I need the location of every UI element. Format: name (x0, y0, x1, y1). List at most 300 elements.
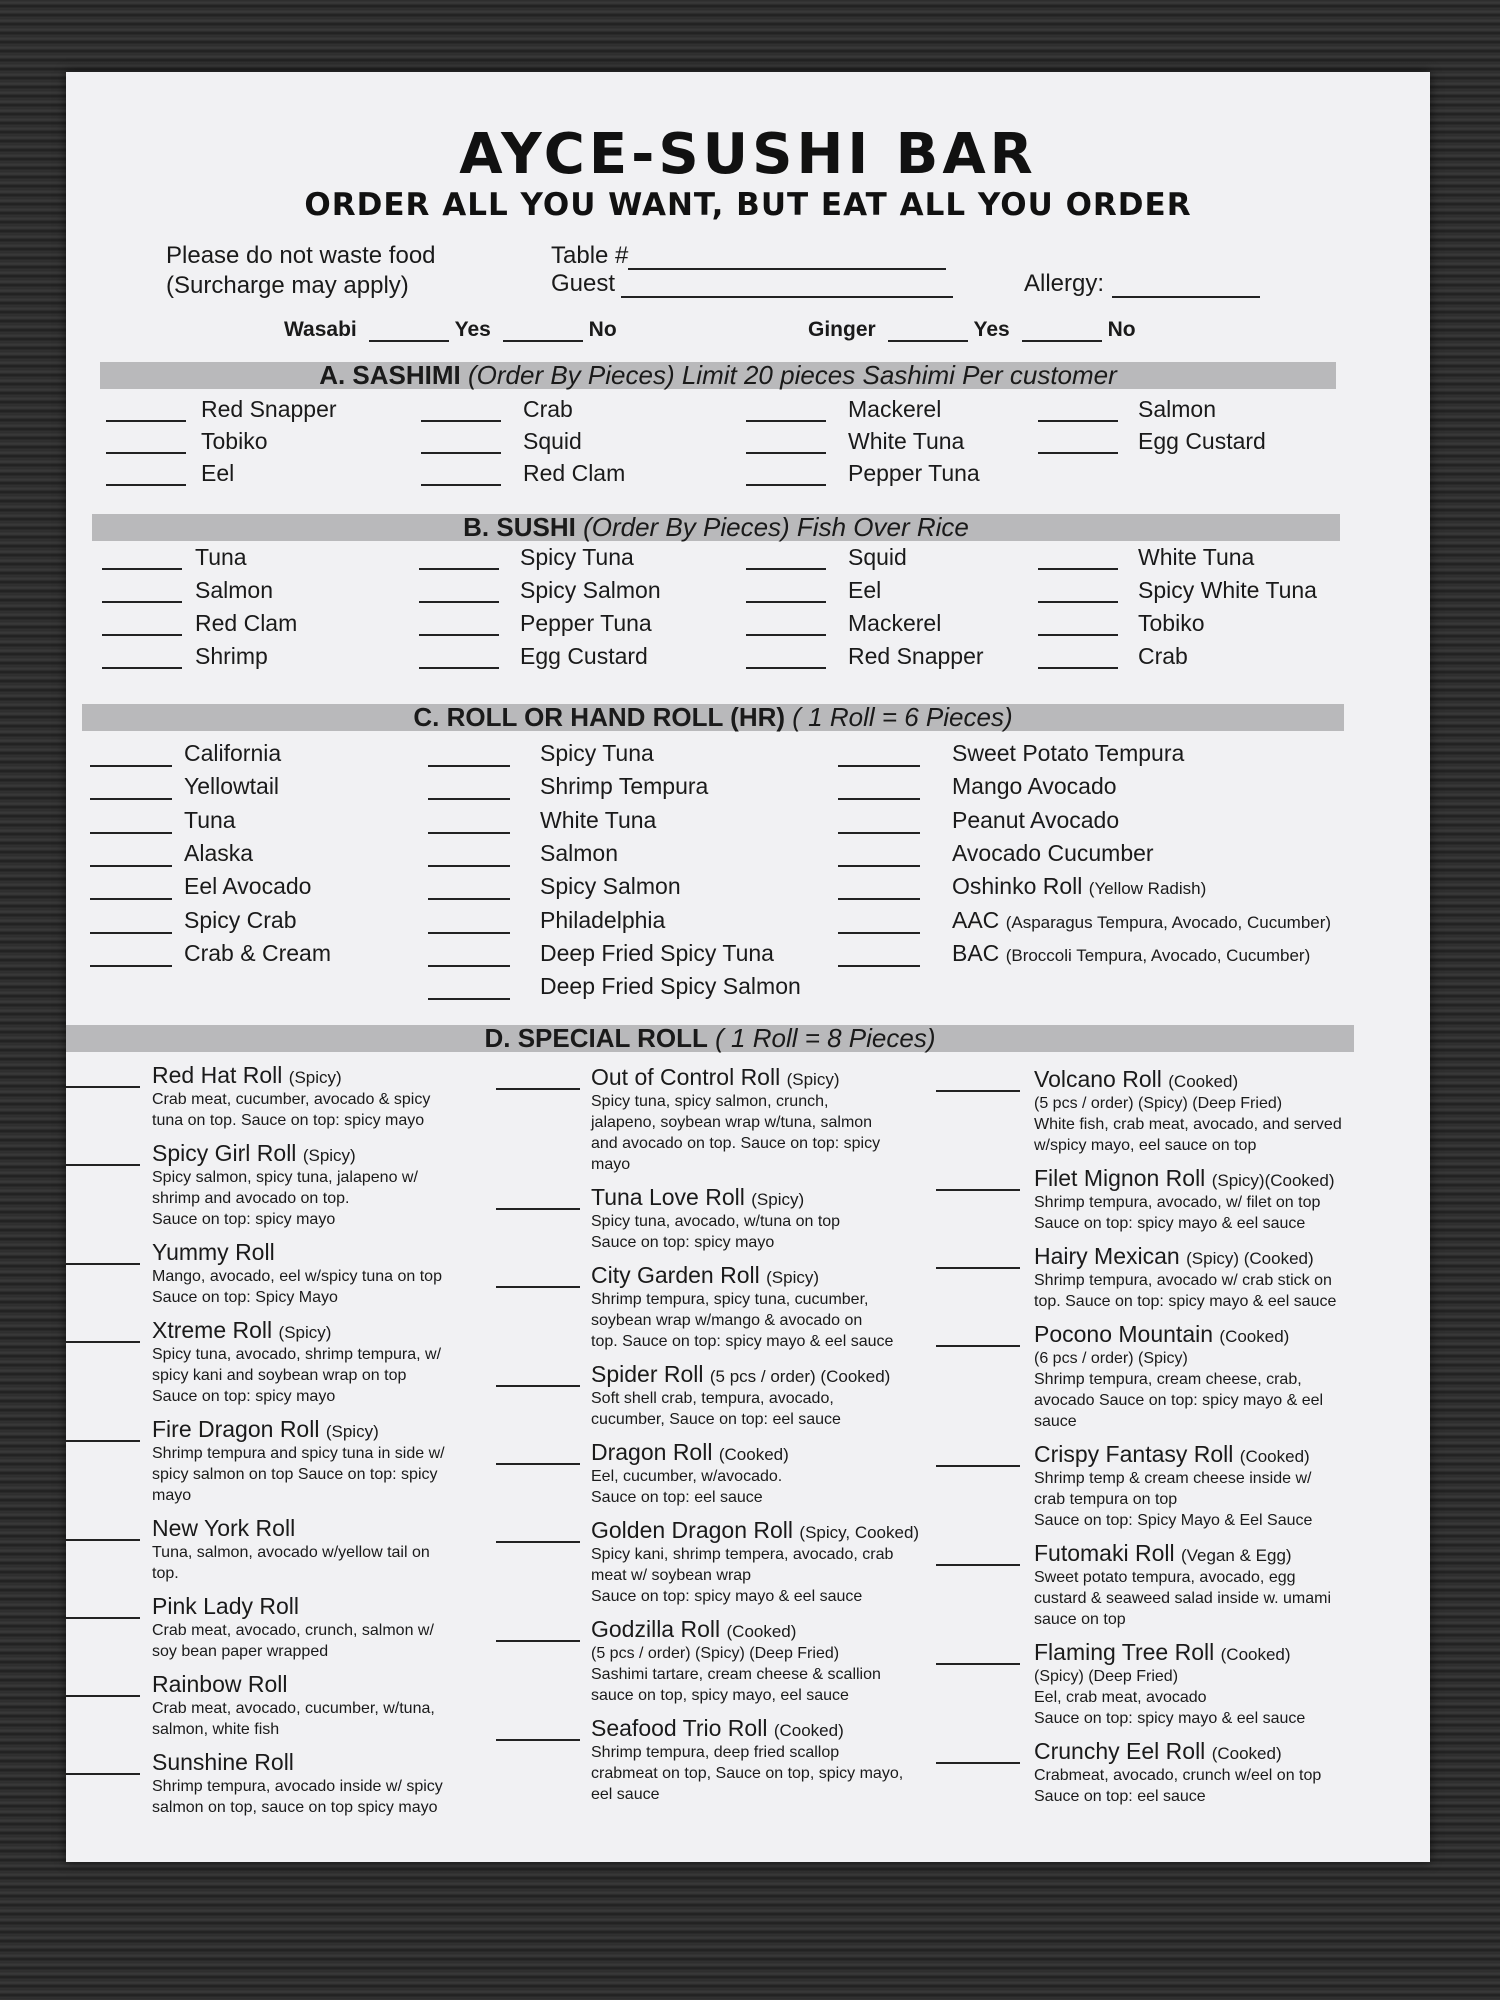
sashimi-item: Egg Custard (1138, 428, 1266, 454)
special-roll-name: Volcano Roll (1034, 1066, 1162, 1092)
special-roll-name: Hairy Mexican (1034, 1243, 1180, 1269)
sashimi-item: Salmon (1138, 396, 1216, 422)
special-roll-name-line (1034, 1540, 1364, 1567)
section-c-pieces-note: ( 1 Roll = 6 Pieces) (792, 702, 1013, 732)
section-a-title: A. SASHIMI (319, 360, 461, 390)
guest-field[interactable] (551, 270, 953, 298)
sashimi-order-blank[interactable] (1038, 420, 1118, 422)
sushi-item: Tuna (195, 544, 247, 570)
special-order-blank[interactable] (936, 1663, 1020, 1665)
sushi-order-blank[interactable] (102, 601, 182, 603)
roll-item: Salmon (540, 839, 618, 866)
special-roll-name: Spider Roll (591, 1361, 704, 1387)
roll-order-blank[interactable] (90, 898, 172, 900)
wasabi-choice[interactable] (284, 318, 617, 342)
special-roll-description: Eel, cucumber, w/avocado. (591, 1468, 783, 1485)
special-roll-description: cucumber, Sauce on top: eel sauce (591, 1411, 841, 1428)
sushi-order-blank[interactable] (746, 568, 826, 570)
roll-item: Crab & Cream (184, 939, 331, 966)
special-roll-description: Shrimp tempura, cream cheese, crab, (1034, 1371, 1302, 1388)
special-roll-name-line (152, 1062, 482, 1089)
special-roll-tag: (Cooked) (718, 1445, 789, 1464)
special-roll-name: Fire Dragon Roll (152, 1416, 320, 1442)
roll-item (952, 873, 1206, 900)
special-roll-name-line (1034, 1738, 1364, 1765)
sashimi-item: Mackerel (848, 396, 942, 422)
sashimi-order-blank[interactable] (746, 420, 826, 422)
special-order-blank[interactable] (496, 1088, 580, 1090)
sashimi-item: Pepper Tuna (848, 460, 980, 486)
special-roll-tag: (Vegan & Egg) (1181, 1546, 1292, 1565)
special-roll-tag: (Spicy, Cooked) (799, 1523, 920, 1542)
sushi-item: Shrimp (195, 643, 268, 669)
section-a-heading (100, 362, 1336, 389)
special-roll-name: Pocono Mountain (1034, 1321, 1214, 1347)
special-order-blank[interactable] (936, 1762, 1020, 1764)
special-roll-name-line (591, 1616, 921, 1643)
special-roll-tag: (Cooked) (1220, 1645, 1291, 1664)
special-roll-tag: (Spicy) (751, 1190, 805, 1209)
wasabi-no-label: No (588, 318, 617, 341)
special-roll-tag: (5 pcs / order) (Cooked) (709, 1367, 891, 1386)
special-roll-tag: (Spicy) (278, 1323, 332, 1342)
roll-order-blank[interactable] (428, 932, 510, 934)
special-roll-description: Sweet potato tempura, avocado, egg (1034, 1569, 1296, 1586)
wasabi-label: Wasabi (284, 318, 357, 341)
ginger-label: Ginger (808, 318, 876, 341)
roll-item: Yellowtail (184, 773, 280, 800)
special-roll-item (591, 1184, 921, 1253)
special-order-blank[interactable] (496, 1463, 580, 1465)
sashimi-item: White Tuna (848, 428, 965, 454)
special-order-blank[interactable] (936, 1564, 1020, 1566)
roll-item: Philadelphia (540, 906, 666, 933)
special-roll-tag: (Cooked) (726, 1622, 797, 1641)
special-roll-description: Crab meat, avocado, crunch, salmon w/ (152, 1622, 434, 1639)
sushi-order-blank[interactable] (1038, 634, 1118, 636)
special-roll-tag: (Spicy) (325, 1422, 379, 1441)
menu-title: AYCE-SUSHI BAR (459, 122, 1037, 187)
roll-item (952, 840, 1154, 867)
special-roll-name: Dragon Roll (591, 1439, 713, 1465)
sushi-item: Spicy Salmon (520, 577, 661, 603)
sashimi-item: Eel (201, 460, 235, 486)
special-roll-description: mayo (152, 1487, 192, 1504)
sushi-order-blank[interactable] (1038, 601, 1118, 603)
sushi-item: Salmon (195, 577, 273, 603)
section-c-title: C. ROLL OR HAND ROLL (HR) (413, 702, 786, 732)
special-roll-item (152, 1140, 482, 1230)
special-order-blank[interactable] (496, 1541, 580, 1543)
sushi-item: Spicy White Tuna (1138, 577, 1317, 603)
section-d-pieces-note: ( 1 Roll = 8 Pieces) (715, 1023, 936, 1053)
sashimi-order-blank[interactable] (746, 452, 826, 454)
guest-blank[interactable] (621, 296, 953, 298)
ginger-yes-blank[interactable] (888, 340, 968, 342)
roll-order-blank[interactable] (90, 965, 172, 967)
special-roll-name-line (152, 1671, 482, 1698)
special-roll-item (1034, 1441, 1364, 1531)
special-roll-description: w/spicy mayo, eel sauce on top (1034, 1137, 1257, 1154)
special-roll-description: Sauce on top: Spicy Mayo & Eel Sauce (1034, 1512, 1313, 1529)
sashimi-item: Red Clam (523, 460, 626, 486)
special-roll-description: tuna on top. Sauce on top: spicy mayo (152, 1112, 425, 1129)
roll-item: Spicy Tuna (540, 740, 654, 766)
waste-notice (166, 242, 436, 300)
special-roll-description: sauce (1034, 1413, 1077, 1430)
roll-order-blank[interactable] (838, 798, 920, 800)
special-roll-item (152, 1515, 482, 1584)
special-roll-item (1034, 1738, 1364, 1807)
special-roll-description: Shrimp tempura, spicy tuna, cucumber, (591, 1291, 869, 1308)
roll-order-blank[interactable] (838, 932, 920, 934)
special-roll-name: Crunchy Eel Roll (1034, 1738, 1206, 1764)
sushi-item: Red Clam (195, 610, 298, 636)
special-roll-item (591, 1064, 921, 1175)
special-roll-description: Sauce on top: spicy mayo (152, 1388, 336, 1405)
section-d-title: D. SPECIAL ROLL (484, 1023, 708, 1053)
section-a-order-note: (Order By Pieces) (468, 360, 675, 390)
sushi-order-blank[interactable] (102, 634, 182, 636)
allergy-label: Allergy: (1024, 270, 1105, 297)
special-roll-description: Crabmeat, avocado, crunch w/eel on top (1034, 1767, 1322, 1784)
special-roll-description: soybean wrap w/mango & avocado on (591, 1312, 863, 1329)
special-roll-description: Sauce on top: spicy mayo & eel sauce (1034, 1710, 1306, 1727)
roll-order-blank[interactable] (90, 798, 172, 800)
roll-order-blank[interactable] (838, 865, 920, 867)
special-roll-name-line (591, 1184, 921, 1211)
special-roll-description: top. Sauce on top: spicy mayo & eel sauce (591, 1333, 894, 1350)
special-order-blank[interactable] (66, 1440, 140, 1442)
special-order-blank[interactable] (496, 1640, 580, 1642)
section-b-description: Fish Over Rice (796, 512, 969, 542)
special-roll-item (591, 1262, 921, 1352)
roll-order-blank[interactable] (838, 898, 920, 900)
special-roll-description: avocado Sauce on top: spicy mayo & eel (1034, 1392, 1324, 1409)
special-roll-description: Shrimp tempura and spicy tuna in side w/ (152, 1445, 445, 1462)
special-roll-description: (Spicy) (Deep Fried) (1034, 1668, 1179, 1685)
special-roll-description: Shrimp tempura, deep fried scallop (591, 1744, 840, 1761)
sushi-item: White Tuna (1138, 544, 1255, 570)
ginger-choice[interactable] (808, 318, 1136, 342)
special-roll-name-line (152, 1140, 482, 1167)
special-roll-item (591, 1361, 921, 1430)
special-roll-description: salmon, white fish (152, 1721, 280, 1738)
sushi-item: Spicy Tuna (520, 544, 634, 570)
special-order-blank[interactable] (936, 1465, 1020, 1467)
special-roll-description: Sauce on top: spicy mayo & eel sauce (1034, 1215, 1306, 1232)
sushi-item: Egg Custard (520, 643, 648, 669)
special-roll-item (152, 1062, 482, 1131)
special-roll-description: Mango, avocado, eel w/spicy tuna on top (152, 1268, 442, 1285)
special-roll-tag: (Spicy)(Cooked) (1211, 1171, 1335, 1190)
special-order-blank[interactable] (936, 1345, 1020, 1347)
special-roll-name: Spicy Girl Roll (152, 1140, 297, 1166)
section-a-limit-note: Limit 20 pieces Sashimi Per customer (681, 360, 1117, 390)
special-roll-name-line (152, 1239, 482, 1266)
sashimi-item: Tobiko (201, 428, 268, 454)
sushi-order-blank[interactable] (419, 601, 499, 603)
special-roll-description: meat w/ soybean wrap (591, 1567, 752, 1584)
section-b-heading (92, 514, 1340, 541)
special-roll-description: Eel, crab meat, avocado (1034, 1689, 1207, 1706)
roll-order-blank[interactable] (838, 965, 920, 967)
roll-item: Alaska (184, 839, 254, 866)
special-order-blank[interactable] (66, 1086, 140, 1088)
roll-item-name: Mango Avocado (952, 773, 1117, 800)
special-roll-description: Sauce on top: eel sauce (1034, 1788, 1206, 1805)
special-roll-description: top. (152, 1565, 179, 1582)
special-roll-item (1034, 1540, 1364, 1630)
special-roll-name: Xtreme Roll (152, 1317, 273, 1343)
roll-item: Tuna (184, 806, 236, 833)
special-roll-description: sauce on top (1034, 1611, 1126, 1628)
special-roll-tag: (Cooked) (1168, 1072, 1239, 1091)
special-roll-name-line (591, 1064, 921, 1091)
wasabi-yes-blank[interactable] (369, 340, 449, 342)
sushi-order-blank[interactable] (746, 634, 826, 636)
section-c-heading (82, 704, 1344, 731)
sushi-order-blank[interactable] (419, 634, 499, 636)
special-roll-description: eel sauce (591, 1786, 660, 1803)
special-roll-name-line (152, 1749, 482, 1776)
special-roll-name-line (1034, 1639, 1364, 1666)
special-roll-name: Godzilla Roll (591, 1616, 721, 1642)
ginger-no-label: No (1107, 318, 1136, 341)
roll-order-blank[interactable] (428, 898, 510, 900)
special-roll-description: crab tempura on top (1034, 1491, 1178, 1508)
special-roll-description: Sauce on top: spicy mayo (152, 1211, 336, 1228)
special-roll-description: Sauce on top: spicy mayo (591, 1234, 775, 1251)
sushi-item: Pepper Tuna (520, 610, 652, 636)
special-roll-item (1034, 1165, 1364, 1234)
special-order-blank[interactable] (66, 1539, 140, 1541)
special-roll-name: Flaming Tree Roll (1034, 1639, 1215, 1665)
special-roll-description: Sauce on top: Spicy Mayo (152, 1289, 338, 1306)
special-order-blank[interactable] (496, 1385, 580, 1387)
special-roll-name-line (591, 1715, 921, 1742)
roll-item (952, 940, 1310, 967)
roll-order-blank[interactable] (428, 798, 510, 800)
section-b-order-note: (Order By Pieces) (583, 512, 790, 542)
sashimi-order-blank[interactable] (421, 484, 501, 486)
allergy-blank[interactable] (1112, 296, 1260, 298)
sashimi-order-blank[interactable] (106, 420, 186, 422)
sushi-item: Crab (1138, 643, 1188, 669)
special-roll-description: top. Sauce on top: spicy mayo & eel sauce (1034, 1293, 1337, 1310)
special-roll-name: Out of Control Roll (591, 1064, 781, 1090)
roll-order-blank[interactable] (428, 998, 510, 1000)
special-roll-description: Spicy kani, shrimp tempera, avocado, crab (591, 1546, 894, 1563)
special-roll-name: Golden Dragon Roll (591, 1517, 794, 1543)
special-roll-name: Crispy Fantasy Roll (1034, 1441, 1234, 1467)
special-roll-item (591, 1616, 921, 1706)
special-order-blank[interactable] (66, 1263, 140, 1265)
roll-item-name: BAC (952, 939, 1000, 966)
special-roll-name: Rainbow Roll (152, 1671, 288, 1697)
sushi-order-blank[interactable] (1038, 568, 1118, 570)
waste-notice-line1: Please do not waste food (166, 242, 436, 269)
special-order-blank[interactable] (66, 1164, 140, 1166)
special-roll-name-line (152, 1317, 482, 1344)
special-roll-name: Seafood Trio Roll (591, 1715, 768, 1741)
special-roll-description: Shrimp tempura, avocado, w/ filet on top (1034, 1194, 1321, 1211)
roll-item: Deep Fried Spicy Salmon (540, 973, 801, 1000)
sashimi-order-blank[interactable] (746, 484, 826, 486)
special-roll-description: Sashimi tartare, cream cheese & scallion (591, 1666, 881, 1683)
roll-order-blank[interactable] (90, 765, 172, 767)
special-roll-description: custard & seaweed salad inside w. umami (1034, 1590, 1332, 1607)
special-order-blank[interactable] (66, 1773, 140, 1775)
special-roll-description: Shrimp temp & cream cheese inside w/ (1034, 1470, 1312, 1487)
special-roll-description: Crab meat, avocado, cucumber, w/tuna, (152, 1700, 435, 1717)
special-roll-name: Tuna Love Roll (591, 1184, 745, 1210)
special-roll-item (1034, 1066, 1364, 1156)
roll-item-note: (Asparagus Tempura, Avocado, Cucumber) (1005, 912, 1332, 932)
roll-order-blank[interactable] (428, 865, 510, 867)
roll-order-blank[interactable] (428, 765, 510, 767)
special-order-blank[interactable] (496, 1286, 580, 1288)
special-roll-name: Red Hat Roll (152, 1062, 283, 1088)
special-order-blank[interactable] (496, 1739, 580, 1741)
sushi-order-blank[interactable] (746, 601, 826, 603)
sushi-order-blank[interactable] (746, 667, 826, 669)
sashimi-order-blank[interactable] (106, 484, 186, 486)
roll-item: Deep Fried Spicy Tuna (540, 939, 774, 966)
special-roll-description: soy bean paper wrapped (152, 1643, 329, 1660)
special-roll-name-line (591, 1361, 921, 1388)
special-roll-name-line (591, 1262, 921, 1289)
special-roll-name: Yummy Roll (152, 1239, 275, 1265)
special-roll-description: sauce on top, spicy mayo, eel sauce (591, 1687, 849, 1704)
special-roll-description: Shrimp tempura, avocado w/ crab stick on (1034, 1272, 1332, 1289)
sashimi-order-blank[interactable] (1038, 452, 1118, 454)
roll-item-name: Oshinko Roll (952, 873, 1083, 900)
roll-order-blank[interactable] (90, 832, 172, 834)
special-roll-description: crabmeat on top, Sauce on top, spicy mayo, (591, 1765, 904, 1782)
special-roll-item (1034, 1321, 1364, 1432)
special-roll-tag: (Spicy) (288, 1068, 342, 1087)
sushi-item: Squid (848, 544, 907, 570)
sashimi-order-blank[interactable] (421, 420, 501, 422)
roll-order-blank[interactable] (90, 932, 172, 934)
roll-item-name: Sweet Potato Tempura (952, 740, 1185, 766)
sushi-order-blank[interactable] (1038, 667, 1118, 669)
special-roll-description: Spicy tuna, avocado, shrimp tempura, w/ (152, 1346, 442, 1363)
roll-item-name: Peanut Avocado (952, 806, 1120, 833)
special-roll-description: Soft shell crab, tempura, avocado, (591, 1390, 834, 1407)
special-roll-item (591, 1439, 921, 1508)
special-roll-item (152, 1317, 482, 1407)
table-field[interactable] (551, 242, 946, 270)
sashimi-order-blank[interactable] (106, 452, 186, 454)
sushi-order-blank[interactable] (419, 667, 499, 669)
special-roll-description: White fish, crab meat, avocado, and served (1034, 1116, 1342, 1133)
roll-order-blank[interactable] (90, 865, 172, 867)
section-b-title: B. SUSHI (463, 512, 576, 542)
menu-subtitle: ORDER ALL YOU WANT, BUT EAT ALL YOU ORDER (304, 187, 1192, 223)
roll-order-blank[interactable] (838, 832, 920, 834)
wasabi-no-blank[interactable] (503, 340, 583, 342)
roll-order-blank[interactable] (838, 765, 920, 767)
roll-order-blank[interactable] (428, 832, 510, 834)
sushi-item: Eel (848, 577, 882, 603)
special-roll-item (1034, 1243, 1364, 1312)
special-roll-name-line (1034, 1243, 1364, 1270)
special-roll-description: mayo (591, 1156, 631, 1173)
special-roll-name: Filet Mignon Roll (1034, 1165, 1206, 1191)
special-roll-description: Tuna, salmon, avocado w/yellow tail on (152, 1544, 430, 1561)
roll-item (952, 807, 1119, 834)
sushi-order-blank[interactable] (102, 667, 182, 669)
special-roll-description: Sauce on top: eel sauce (591, 1489, 763, 1506)
roll-item-note: (Broccoli Tempura, Avocado, Cucumber) (1005, 945, 1311, 965)
special-order-blank[interactable] (66, 1617, 140, 1619)
guest-label: Guest (551, 270, 616, 297)
waste-notice-line2: (Surcharge may apply) (166, 272, 409, 299)
ginger-no-blank[interactable] (1022, 340, 1102, 342)
ginger-yes-label: Yes (973, 318, 1010, 341)
special-roll-item (152, 1749, 482, 1818)
roll-item: Shrimp Tempura (540, 773, 709, 800)
special-roll-description: shrimp and avocado on top. (152, 1190, 350, 1207)
special-roll-name-line (1034, 1066, 1364, 1093)
special-roll-name-line (591, 1517, 921, 1544)
roll-order-blank[interactable] (428, 965, 510, 967)
roll-item: California (184, 740, 282, 766)
special-order-blank[interactable] (936, 1090, 1020, 1092)
special-roll-description: (6 pcs / order) (Spicy) (1034, 1350, 1188, 1367)
special-roll-tag: (Cooked) (1211, 1744, 1282, 1763)
special-roll-description: and avocado on top. Sauce on top: spicy (591, 1135, 881, 1152)
special-roll-item (1034, 1639, 1364, 1729)
roll-item-name: Avocado Cucumber (952, 839, 1154, 866)
section-d-heading (66, 1025, 1354, 1052)
sushi-order-blank[interactable] (102, 568, 182, 570)
special-roll-description: salmon on top, sauce on top spicy mayo (152, 1799, 438, 1816)
special-order-blank[interactable] (66, 1341, 140, 1343)
special-roll-name-line (1034, 1165, 1364, 1192)
special-order-blank[interactable] (66, 1695, 140, 1697)
special-roll-tag: (Spicy) (766, 1268, 820, 1287)
roll-item: White Tuna (540, 806, 657, 833)
sashimi-order-blank[interactable] (421, 452, 501, 454)
special-roll-tag: (Cooked) (1219, 1327, 1290, 1346)
roll-item (952, 773, 1117, 800)
special-roll-description: spicy kani and soybean wrap on top (152, 1367, 407, 1384)
special-roll-name-line (1034, 1321, 1364, 1348)
special-roll-item (152, 1239, 482, 1308)
special-roll-description: Spicy salmon, spicy tuna, jalapeno w/ (152, 1169, 418, 1186)
special-roll-name-line (152, 1593, 482, 1620)
allergy-field[interactable] (1024, 270, 1260, 298)
roll-item (952, 907, 1331, 934)
special-order-blank[interactable] (496, 1208, 580, 1210)
special-order-blank[interactable] (936, 1267, 1020, 1269)
roll-item-name: AAC (952, 906, 1000, 933)
special-roll-description: Spicy tuna, spicy salmon, crunch, (591, 1093, 829, 1110)
special-roll-tag: (Cooked) (1239, 1447, 1310, 1466)
special-order-blank[interactable] (936, 1189, 1020, 1191)
sushi-order-blank[interactable] (419, 568, 499, 570)
table-label: Table # (551, 242, 629, 269)
menu-sheet (66, 72, 1430, 1862)
special-roll-tag: (Cooked) (773, 1721, 844, 1740)
special-roll-tag: (Spicy) (Cooked) (1186, 1249, 1314, 1268)
special-roll-name: New York Roll (152, 1515, 296, 1541)
special-roll-item (152, 1416, 482, 1506)
special-roll-description: (5 pcs / order) (Spicy) (Deep Fried) (591, 1645, 840, 1662)
